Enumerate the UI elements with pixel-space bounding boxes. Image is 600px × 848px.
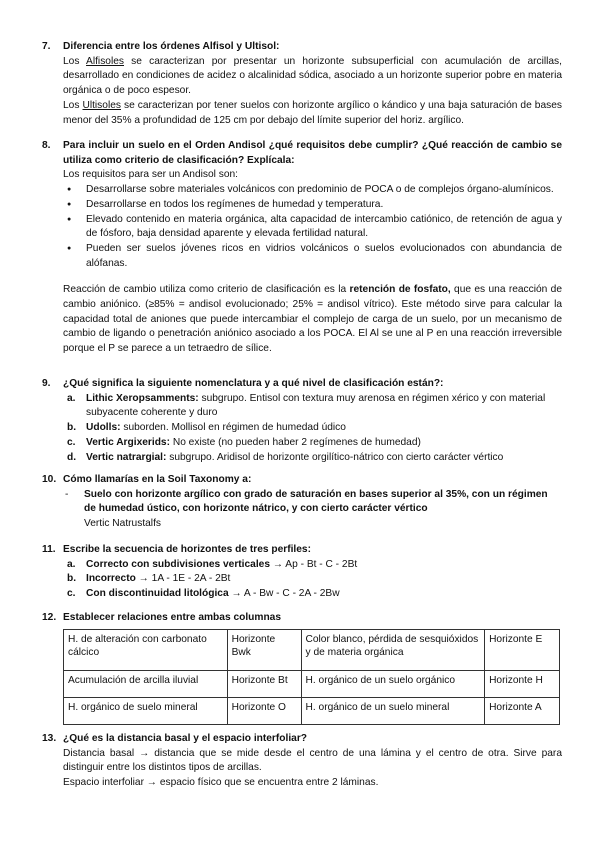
relations-table <box>63 629 560 725</box>
table-row <box>64 697 560 724</box>
question-title: Para incluir un suelo en el Orden Andisol ¿qué requisitos debe cumplir? ¿Qué reacción de cambio se utiliza como criterio de clasificación? Explícala: <box>63 140 562 166</box>
question-title: ¿Qué es la distancia basal y el espacio interfoliar? <box>63 733 308 744</box>
table-cell: H. orgánico de suelo mineral <box>64 697 228 724</box>
question-title: Diferencia entre los órdenes Alfisol y Ultisol: <box>63 41 280 52</box>
question-7 <box>42 40 562 128</box>
requirements-intro: Los requisitos para ser un Andisol son: <box>63 169 238 181</box>
list-item: b. Udolls: suborden. Mollisol en régimen de humedad údico <box>67 422 346 434</box>
question-12 <box>42 611 562 725</box>
list-item: a. Lithic Xeropsamments: subgrupo. Entisol con textura muy arenosa en régimen xérico y con material subyacente coherente y duro <box>67 392 546 419</box>
table-cell: H. de alteración con carbonato cálcico <box>64 629 228 670</box>
question-number: 7. <box>42 41 51 52</box>
table-cell: Acumulación de arcilla iluvial <box>64 670 228 697</box>
requirements-list <box>63 183 562 271</box>
table-cell: Horizonte Bt <box>227 670 301 697</box>
question-11 <box>42 543 562 602</box>
question-title: Cómo llamarías en la Soil Taxonomy a: <box>63 474 252 485</box>
list-item: b. Incorrecto → 1A - 1E - 2A - 2Bt <box>67 573 231 585</box>
question-title: Escribe la secuencia de horizontes de tres perfiles: <box>63 544 311 555</box>
question-number: 10. <box>42 474 57 485</box>
list-item: c. Vertic Argixerids: No existe (no pueden haber 2 regímenes de humedad) <box>67 436 421 448</box>
alfisol-paragraph: Los Alfisoles se caracterizan por presentar un horizonte subsuperficial con acumulación de arcillas, desarrollado en condiciones de acidez o alcalinidad sódica, asociado a un horizonte superior pobre en materia orgánica o de poco espesor. <box>63 55 562 97</box>
table-cell: Horizonte E <box>485 629 560 670</box>
question-title: ¿Qué significa la siguiente nomenclatura y a qué nivel de clasificación están?: <box>63 378 444 389</box>
list-item: ● Pueden ser suelos jóvenes ricos en vidrios volcánicos o suelos evolucionados con abundancia de alófanas. <box>63 242 562 271</box>
taxonomy-answer: Vertic Natrustalfs <box>84 518 161 530</box>
question-number: 11. <box>42 544 56 555</box>
ultisoles-term: Ultisoles <box>82 99 121 111</box>
question-13 <box>42 732 562 791</box>
nomenclature-list <box>63 392 562 466</box>
alfisoles-term: Alfisoles <box>86 55 124 67</box>
phosphate-retention-term: retención de fosfato, <box>349 284 451 296</box>
table-cell: Horizonte O <box>227 697 301 724</box>
list-item: ● Elevado contenido en materia orgánica, alta capacidad de intercambio catiónico, de retención de agua y de fósforo, baja densidad aparente y elevada fertilidad natural. <box>63 213 562 242</box>
list-item: c. Con discontinuidad litológica → A - Bw - C - 2A - 2Bw <box>67 588 340 600</box>
ultisol-paragraph: Los Ultisoles se caracterizan por tener suelos con horizonte argílico o kándico y una baja saturación de bases menor del 35% a profundidad de 125 cm por debajo del límite superior del horiz. argílico. <box>63 99 562 126</box>
table-row <box>64 629 560 670</box>
table-cell: Color blanco, pérdida de sesquióxidos y de materia orgánica <box>301 629 485 670</box>
question-title: Establecer relaciones entre ambas columnas <box>63 612 282 623</box>
table-cell: H. orgánico de un suelo orgánico <box>301 670 485 697</box>
question-8 <box>42 139 562 357</box>
question-number: 12. <box>42 612 57 623</box>
list-item: ● Desarrollarse sobre materiales volcánicos con predominio de POCA o de complejos órgano-alumínicos. <box>63 183 562 198</box>
question-number: 9. <box>42 378 51 389</box>
basal-distance-definition: Distancia basal → distancia que se mide desde el centro de una lámina y el centro de otra. Sirve para distinguir entre los distintos tipos de arcillas. <box>63 747 562 774</box>
question-9 <box>42 377 562 465</box>
table-cell: Horizonte Bwk <box>227 629 301 670</box>
question-number: 13. <box>42 733 57 744</box>
exchange-reaction-paragraph: Reacción de cambio utiliza como criterio de clasificación es la retención de fosfato, que es una reacción de cambio aniónico. (≥85% = andisol evolucionado; 25% = andisol vítrico). Este método sirve para calcular la capacidad total de aniones que puede intercambiar el complejo de carga de un suelo, por un mecanismo de cambio de ligando o penetración aniónico asociado a los POCA. El Al se une al P en una reacción irreversible porque el P se parece a un tetraedro de sílice. <box>63 284 563 355</box>
soil-description: - Suelo con horizonte argílico con grado de saturación en bases superior al 35%, con un régimen de humedad ústico, con horizonte nátrico, y con cierto carácter vértico <box>65 488 548 515</box>
list-item: d. Vertic natrargial: subgrupo. Aridisol de horizonte orgilítico-nátrico con cierto carácter vértico <box>67 451 504 463</box>
question-10 <box>42 473 562 532</box>
list-item: a. Correcto con subdivisiones verticales → Ap - Bt - C - 2Bt <box>67 558 358 570</box>
table-row <box>64 670 560 697</box>
table-cell: Horizonte H <box>485 670 560 697</box>
table-cell: Horizonte A <box>485 697 560 724</box>
table-cell: H. orgánico de un suelo mineral <box>301 697 485 724</box>
list-item: ● Desarrollarse en todos los regímenes de humedad y temperatura. <box>63 198 562 213</box>
horizon-sequence-list <box>63 558 562 602</box>
question-number: 8. <box>42 140 51 151</box>
interlayer-space-definition: Espacio interfoliar → espacio físico que se encuentra entre 2 láminas. <box>63 777 379 789</box>
